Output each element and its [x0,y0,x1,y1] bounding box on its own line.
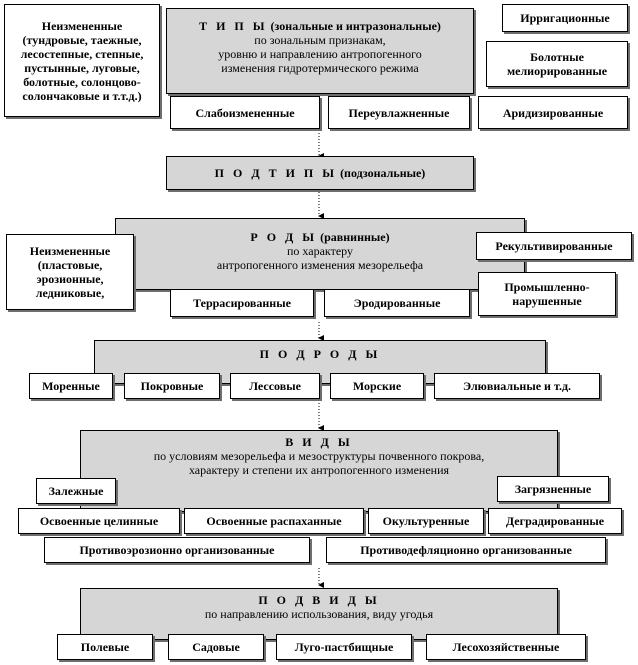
rody-title: Р О Д Ы [250,230,318,244]
tipy-sub-1: Слабоизмененные [170,96,320,129]
podrody-item: Элювиальные и т.д. [434,373,600,399]
podrody-title: П О Д Р О Д Ы [259,347,381,361]
podrody-item: Лессовые [230,373,320,399]
podtipy-note: (подзональные) [340,166,426,180]
tipy-title-note: (зональные и интразональные) [270,19,441,33]
podrody-item: Покровные [124,373,220,399]
tipy-title: Т И П Ы [199,19,268,33]
podvidy-item: Садовые [168,634,264,660]
tipy-right-top-box: Ирригационные [502,4,628,32]
vidy-row2-item: Противодефляционно организованные [326,537,606,563]
rody-right-mid-box: Промышленно-нарушенные [478,272,616,316]
vidy-row1-item: Окультуренные [368,508,484,534]
rody-title-note: (равнинные) [320,230,390,244]
vidy-row2-item: Противоэрозионно организованные [44,537,310,563]
podvidy-box [80,588,558,640]
vidy-line3: характеру и степени их антропогенного изменения [188,463,450,477]
rody-line3: антропогенного изменения мезорельефа [216,258,424,272]
podrody-item: Морские [330,373,424,399]
podtipy-title: П О Д Т И П Ы [214,166,338,180]
podvidy-item: Лесохозяйственные [426,634,586,660]
podvidy-line2: по направлению использования, виду угодья [204,607,434,621]
rody-left-box: Неизмененные (пластовые, эрозионные, ледниковые, [6,234,134,310]
rody-sub-1: Террасированные [170,289,314,317]
vidy-left-box: Залежные [36,478,116,504]
rody-sub-2: Эродированные [324,289,470,317]
tipy-line4: изменения гидротермического режима [221,61,419,75]
vidy-box [80,430,558,512]
vidy-line2: по условиям мезорельефа и мезоструктуры почвенного покрова, [153,449,485,463]
rody-line2: по характеру [287,244,353,258]
tipy-sub-2: Переувлажненные [328,96,470,129]
vidy-right-box: Загрязненные [497,476,609,502]
vidy-row1-item: Освоенные целинные [18,508,180,534]
rody-right-top-box: Рекультивированные [476,232,632,260]
tipy-sub-3: Аридизированные [478,96,628,129]
tipy-right-mid-box: Болотные мелиорированные [486,41,628,87]
podvidy-title: П О Д В И Д Ы [258,593,380,607]
tipy-left-box: Неизмененные (тундровые, таежные, лесостепные, степные, пустынные, луговые, болотные, солонцово-солончаковые и т.т.д.) [4,4,160,117]
podvidy-item: Луго-пастбищные [276,634,412,660]
podtipy-box [166,156,474,190]
tipy-line3: уровню и направлению антропогенного [218,47,422,61]
podvidy-item: Полевые [57,634,153,660]
vidy-title: В И Д Ы [285,435,353,449]
rody-box [115,218,525,290]
podrody-item: Моренные [29,373,113,399]
vidy-row1-item: Деградированные [488,508,622,534]
tipy-box [166,8,474,94]
tipy-line2: по зональным признакам, [254,33,386,47]
vidy-row1-item: Освоенные распаханные [184,508,364,534]
